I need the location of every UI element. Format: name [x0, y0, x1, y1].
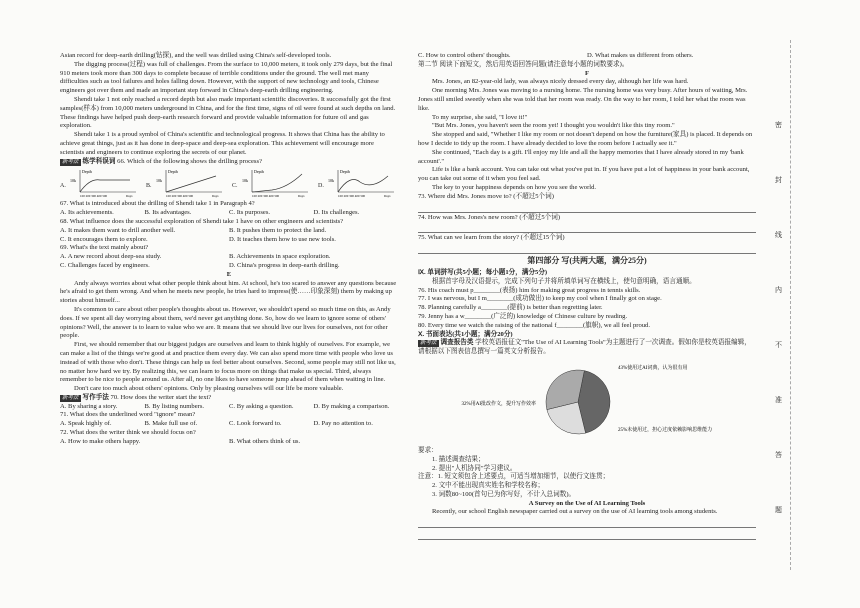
- chart-label: B.: [146, 183, 152, 190]
- right-column: [418, 52, 756, 541]
- question-71-options: [60, 420, 398, 429]
- option-a[interactable]: A. A new record about deep-sea study.: [60, 253, 162, 261]
- question-72-options-cont: [418, 52, 756, 61]
- passage-d-p2: The digging process(过程) was full of challenges. From the surface to 10,000 meters, it took only 279 days, but the final 910 meters took more than 300 days to complete because of terrible conditions under the ground. The well met many difficulties such as tool failures and holes falling down. However, with the support of new technology and tools, Chinese engineers got over them and made an important step forward in China's deep-earth drilling engineering.: [60, 60, 393, 95]
- passage-f-p2: One morning Mrs. Jones was moving to a nursing home. The nursing home was very busy. After hours of waiting, Mrs. Jones still smiled sweetly when she was told that her room was ready. On the way to her room, I told her what the room was like.: [418, 87, 748, 112]
- answer-line-75[interactable]: [418, 243, 756, 254]
- essay-line-1[interactable]: [418, 517, 756, 528]
- section-10-instructions: [418, 339, 756, 357]
- y-axis-title: Depth: [254, 169, 264, 175]
- pie-slice-label: 32%用AI批改作文，提升写作效率: [461, 401, 536, 407]
- requirement-2: 2. 提出"人机协同"学习建议。: [432, 464, 517, 472]
- section-9-heading: Ⅸ. 单词拼写(共5小题；每小题1分，满分5分): [418, 268, 548, 276]
- option-b[interactable]: B. Achievements in space exploration.: [229, 253, 331, 261]
- y-axis-title: Depth: [168, 169, 178, 175]
- sidebar-char: 准: [775, 396, 782, 404]
- x-unit: Days: [126, 194, 133, 199]
- option-c[interactable]: C. Its purposes.: [229, 209, 271, 217]
- sidebar-char: 封: [775, 176, 782, 184]
- tag-subject: 调查报告类: [440, 339, 474, 347]
- question-70-options: [60, 403, 398, 412]
- question-75: 75. What can we learn from the story? (不超过15个词): [418, 234, 565, 242]
- chart-label: D.: [318, 183, 324, 190]
- chart-line: [80, 180, 130, 192]
- depth-chart-a: [70, 168, 140, 198]
- note-2: 2. 文中不能出现真实姓名和学校名称；: [432, 482, 545, 490]
- question-70-text: 70. How does the writer start the text?: [110, 393, 212, 401]
- chart-line: [166, 176, 216, 192]
- passage-f-p7: Life is like a bank account. You can take out what you've put in. If you have put a lot of happiness in your bank account, you can take out some of it when you feel sad.: [418, 166, 750, 183]
- question-66: [60, 158, 398, 167]
- x-unit: Days: [384, 194, 391, 199]
- passage-d-end: Asian record for deep-earth drilling(钻探), and the well was drilled using China's self-developed tools.: [60, 52, 332, 59]
- option-a[interactable]: A. How to make others happy.: [60, 437, 141, 445]
- section-9-instructions: 根据首字母及汉语提示，完成下列句子并将所填单词写在横线上，使句意明确，语言通顺。: [432, 277, 696, 285]
- option-a[interactable]: A. Speak highly of.: [60, 420, 112, 428]
- note-3: 3. 词数80~100(首句已为你写好，不计入总词数)。: [432, 490, 576, 498]
- requirements-title: 要求：: [418, 446, 438, 454]
- question-79[interactable]: 79. Jenny has a w________(广泛的) knowledge of Chinese culture by reading.: [418, 312, 628, 320]
- option-b[interactable]: B. By listing numbers.: [144, 402, 205, 410]
- tag-subject: 写作手法: [82, 393, 109, 401]
- sidebar-char: 线: [775, 231, 782, 239]
- passage-f-letter: F: [584, 69, 590, 77]
- question-68-options: [60, 227, 398, 245]
- chart-label: C.: [232, 183, 238, 190]
- sidebar-char: 题: [775, 506, 782, 514]
- passage-f-p3: To my surprise, she said, "I love it!": [432, 113, 528, 121]
- question-66-text: 66. Which of the following shows the drilling process?: [117, 157, 262, 165]
- passage-f-p8: The key to your happiness depends on how you see the world.: [432, 183, 597, 191]
- passage-e-letter: E: [226, 270, 232, 278]
- option-d[interactable]: D. Pay no attention to.: [313, 420, 373, 428]
- option-d[interactable]: D. What makes us different from others.: [587, 52, 694, 59]
- new-format-tag: 新考法: [62, 394, 79, 401]
- option-c[interactable]: C. By asking a question.: [229, 402, 294, 410]
- y-tick: 10k: [242, 178, 248, 184]
- option-c[interactable]: C. It encourages them to explore.: [60, 235, 148, 243]
- option-d[interactable]: D. It teaches them how to use new tools.: [229, 235, 336, 243]
- y-tick: 10k: [156, 178, 162, 184]
- passage-f-p4: "But Mrs. Jones, you haven't seen the room yet! I thought you wouldn't like this tiny room.": [432, 122, 675, 130]
- passage-f-p6: She continued, "Each day is a gift. I'll enjoy my life and all the happy memories that I have already stored in my 'bank account'.": [418, 148, 744, 165]
- option-d[interactable]: D. Its challenges.: [313, 209, 360, 217]
- chart-option-b[interactable]: [146, 168, 226, 198]
- passage-f-p1: Mrs. Jones, an 82-year-old lady, was always nicely dressed every day, although her life was hard.: [432, 78, 689, 86]
- new-format-tag: 新考法: [62, 158, 79, 165]
- chart-line: [338, 176, 388, 192]
- chart-line: [252, 174, 302, 192]
- sidebar-char: 不: [775, 341, 782, 349]
- tag-subject: 练学科误词: [82, 157, 116, 165]
- question-77[interactable]: 77. I was nervous, but I m________(成功做出) to keep my cool when I finally got on stage.: [418, 295, 662, 303]
- y-axis-title: Depth: [340, 169, 350, 175]
- chart-label: A.: [60, 183, 66, 190]
- question-68: 68. What influence does the successful exploration of Shendi take 1 have on other engineers and scientists?: [60, 217, 344, 225]
- notes-label: 注意：: [418, 473, 438, 481]
- sidebar-char: 内: [775, 286, 782, 294]
- depth-chart-b: [156, 168, 226, 198]
- option-b[interactable]: B. Make full use of.: [144, 420, 198, 428]
- question-80[interactable]: 80. Every time we watch the raising of the national f________(旗帜), we all feel proud.: [418, 321, 650, 329]
- option-charts: [60, 168, 398, 198]
- x-ticks: 100 200 300 400 500: [252, 194, 280, 199]
- survey-pie-chart: [418, 359, 756, 445]
- binding-sidebar: [771, 60, 791, 550]
- notes-title: [418, 473, 756, 482]
- option-c[interactable]: C. Look forward to.: [229, 420, 282, 428]
- question-72: 72. What does the writer think we should focus on?: [60, 429, 196, 437]
- left-column: [60, 52, 398, 447]
- pie-svg: [418, 359, 756, 445]
- question-76[interactable]: 76. His coach must p________(表扬) him for making great progress in tennis skills.: [418, 286, 641, 294]
- chart-option-a[interactable]: [60, 168, 140, 198]
- new-format-tag: 新考法: [420, 340, 437, 347]
- passage-e-p4: Don't care too much about others' opinions. Only by pleasing ourselves will our life be more valuable.: [74, 385, 344, 393]
- chart-option-d[interactable]: [318, 168, 398, 198]
- pie-slice-label: 25%未使用过，担心过度依赖影响思维能力: [618, 427, 713, 433]
- essay-line-2[interactable]: [418, 529, 756, 540]
- y-tick: 10k: [70, 178, 76, 184]
- x-ticks: 100 200 300 400 500: [80, 194, 108, 199]
- x-unit: Days: [298, 194, 305, 199]
- answer-line-74[interactable]: [418, 222, 756, 233]
- essay-title: A Survey on the Use of AI Learning Tools: [528, 499, 646, 507]
- question-67: 67. What is introduced about the drilling of Shendi take 1 in Paragraph 4?: [60, 200, 255, 208]
- passage-d-p3: Shendi take 1 not only reached a record depth but also made important scientific discoveries. It successfully got the first samples(样本) from 10,000 meters underground in China, and for the first time, signs of oil were found at such depths on land. These findings have helped push deep-earth research forward and provide valuable information for future oil and gas exploration.: [60, 95, 396, 130]
- passage-e-p3: First, we should remember that our biggest judges are ourselves and learn to think highly of ourselves. For example, we can make a list of the things we're good at and practice them every day. We can also spend more time with people who love us instead of with those who don't. These things can help us feel better about ourselves. Second, some people may still not like us, no matter how hard we try. By realizing this, we can learn to focus more on things that make us special. Third, always remember to be nice to people around us. After all, no one likes to have someone jump ahead of them when waiting in line.: [60, 341, 396, 384]
- question-78[interactable]: 78. Planning carefully a________(提前) is better than regretting later.: [418, 304, 603, 312]
- question-71: 71. What does the underlined word "ignore" mean?: [60, 411, 196, 419]
- option-b[interactable]: B. What others think of us.: [229, 437, 301, 445]
- option-b[interactable]: B. Its advantages.: [144, 209, 192, 217]
- passage-e-p1: Andy always worries about what other people think about him. At school, he's too scared to answer any questions because he's afraid to get them wrong. And when he meets new people, he tries hard to impress(使……印象深刻) them by making up stories about himself...: [60, 279, 397, 305]
- y-axis-title: Depth: [82, 169, 92, 175]
- question-69: 69. What's the text mainly about?: [60, 244, 149, 252]
- x-ticks: 100 200 300 400 500: [338, 194, 366, 199]
- x-ticks: 100 200 300 400 500: [166, 194, 194, 199]
- note-1: 1. 短文须包含上述要点，可适当增加细节，以使行文连贯；: [437, 473, 610, 481]
- option-a[interactable]: A. Its achievements.: [60, 209, 114, 217]
- pie-slice-label: 43%使用过AI词典，认为很有用: [618, 365, 688, 371]
- y-tick: 10k: [328, 178, 334, 184]
- passage-e-p2: It's common to care about other people's thoughts about us. However, we shouldn't spend so much time on this, as Andy does. If we spent all day worrying about them, we'd never get anything done. So, how do we learn to ignore some of others' opinions? Well, the answer is to learn to value who we are. It means that we should live our lives for ourselves, not for other people.: [60, 305, 391, 340]
- question-73: 73. Where did Mrs. Jones move to? (不超过5个词): [418, 192, 554, 200]
- option-c[interactable]: C. How to control others' thoughts.: [418, 52, 511, 59]
- question-74: 74. How was Mrs. Jones's new room? (不超过5个词): [418, 213, 561, 221]
- question-67-options: [60, 209, 398, 218]
- sidebar-char: 密: [775, 121, 782, 129]
- requirement-1: 1. 描述调查结果；: [432, 455, 485, 463]
- option-b[interactable]: B. It pushes them to protect the land.: [229, 226, 327, 234]
- chart-option-c[interactable]: [232, 168, 312, 198]
- passage-f-p5: She stopped and said, "Whether I like my room or not doesn't depend on how the furniture(家具) is placed. It depends on how I decide to tidy up the room. I have already decided to love the room before I actually see it.": [418, 131, 753, 147]
- answer-line-73[interactable]: [418, 202, 756, 213]
- option-a[interactable]: A. It makes them want to drill another well.: [60, 226, 176, 234]
- depth-chart-d: [328, 168, 398, 198]
- depth-chart-c: [242, 168, 312, 198]
- option-c[interactable]: C. Challenges faced by engineers.: [60, 261, 150, 269]
- passage-d-p4: Shendi take 1 is a proud symbol of China's scientific and technological progress. It shows that China has the ability to achieve great things, just as it has done in deep-space and deep-sea exploration. This achievement will encourage more scientists and engineers to continue exploring the secrets of our planet.: [60, 131, 385, 156]
- option-a[interactable]: A. By sharing a story.: [60, 402, 118, 410]
- sidebar-char: 答: [775, 451, 782, 459]
- x-unit: Days: [212, 194, 219, 199]
- question-70: [60, 394, 398, 403]
- option-d[interactable]: D. China's progress in deep-earth drilling.: [229, 261, 340, 269]
- part-4-heading: 第四部分 写(共两大题，满分25分): [527, 256, 647, 266]
- section-2-instructions: 第二节 阅读下面短文，然后用英语回答问题(请注意每小题的词数要求)。: [418, 60, 629, 68]
- question-69-options: [60, 253, 398, 271]
- section-10-text: 学校英语报征文"The Use of AI Learning Tools"为主题进行了一次调查。假如你是校英语报编辑，请根据以下图表信息撰写一篇英文分析报告。: [418, 339, 751, 356]
- essay-start: Recently, our school English newspaper carried out a survey on the use of AI learning tools among students.: [432, 508, 718, 516]
- option-d[interactable]: D. By making a comparison.: [313, 402, 390, 410]
- question-72-options: [60, 438, 398, 447]
- section-10-heading: Ⅹ. 书面表达(共1小题；满分20分): [418, 330, 513, 338]
